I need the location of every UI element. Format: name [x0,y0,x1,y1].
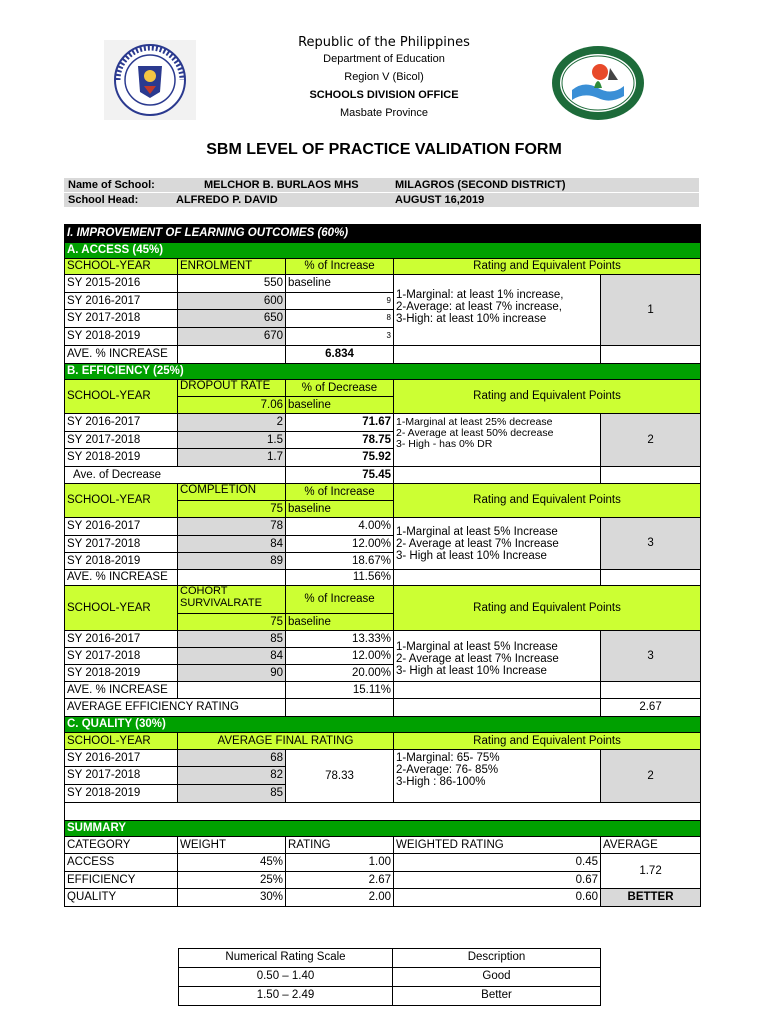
dropout-baseline-value: 7.06 [178,397,286,414]
access-pct-small: 8 [286,310,394,328]
completion-year: SY 2018-2019 [65,553,178,570]
dropout-year: SY 2017-2018 [65,432,178,449]
summary-category: ACCESS [65,854,178,872]
validation-table [64,224,701,907]
header-republic: Republic of the Philippines [298,35,470,50]
col-rating: Rating and Equivalent Points [394,586,701,631]
access-year: SY 2017-2018 [65,310,178,328]
cohort-criteria-3: 3- High at least 10% Increase [396,665,547,678]
access-pct-small: 9 [286,293,394,310]
cohort-baseline-value: 75 [178,614,286,631]
access-criteria-2: 2-Average: at least 7% increase, [396,301,562,314]
dropout-criteria [394,414,601,467]
access-ave-value: 6.834 [286,346,394,364]
cohort-year: SY 2018-2019 [65,665,178,682]
cohort-value: 84 [178,648,286,665]
quality-points: 2 [601,750,701,803]
cohort-year: SY 2017-2018 [65,648,178,665]
school-name-row [64,178,699,192]
dropout-criteria-3: 3- High - has 0% DR [396,438,493,451]
school-name-label: Name of School: [68,179,155,191]
completion-pct: 4.00% [286,518,394,536]
school-head-label: School Head: [68,194,139,206]
cohort-value: 90 [178,665,286,682]
summary-descriptor: BETTER [601,889,701,907]
cohort-criteria-1: 1-Marginal at least 5% Increase [396,641,558,653]
col-school-year: SCHOOL-YEAR [65,484,178,518]
quality-title: C. QUALITY (30%) [65,717,701,733]
quality-criteria-1: 1-Marginal: 65- 75% [396,752,500,764]
scale-range: 1.50 – 2.49 [179,987,393,1006]
completion-pct: 18.67% [286,553,394,570]
dropout-ave-label: Ave. of Decrease [65,467,286,484]
col-rating: Rating and Equivalent Points [394,733,701,750]
section-learning-outcomes: I. IMPROVEMENT OF LEARNING OUTCOMES (60%) [65,225,701,243]
access-enrolment: 550 [178,275,286,293]
dropout-pct: 71.67 [286,414,394,432]
col-cohort-line2: SURVIVALRATE [180,596,262,609]
header-province: Masbate Province [339,107,429,119]
school-info [64,178,699,207]
summary-weighted: 0.60 [394,889,601,907]
dropout-year: SY 2016-2017 [65,414,178,432]
col-pct-increase: % of Increase [286,586,394,614]
completion-criteria-2: 2- Average at least 7% Increase [396,538,559,551]
access-enrolment: 670 [178,328,286,346]
summary-col-weight: WEIGHT [178,837,286,854]
dropout-year: SY 2018-2019 [65,449,178,467]
validation-date: AUGUST 16,2019 [395,194,485,206]
completion-baseline-value: 75 [178,501,286,518]
dropout-criteria-2: 2- Average at least 50% decrease [396,427,554,440]
dropout-criteria-1: 1-Marginal at least 25% decrease [396,416,553,428]
dropout-points: 2 [601,414,701,467]
cohort-ave-label: AVE. % INCREASE [65,682,178,699]
access-pct: baseline [286,275,394,293]
summary-col-rating: RATING [286,837,394,854]
col-completion: COMPLETION [178,484,286,501]
quality-average: 78.33 [286,750,394,803]
avg-efficiency-label: AVERAGE EFFICIENCY RATING [65,699,286,717]
school-head-row [64,192,699,207]
summary-rating: 2.67 [286,872,394,889]
summary-category: EFFICIENCY [65,872,178,889]
col-cohort [178,586,286,614]
access-enrolment: 600 [178,293,286,310]
completion-value: 84 [178,536,286,553]
scale-description: Good [393,968,601,987]
efficiency-title: B. EFFICIENCY (25%) [65,364,701,380]
quality-criteria [394,750,601,803]
scale-description: Better [393,987,601,1006]
dropout-pct: 78.75 [286,432,394,449]
summary-col-average: AVERAGE [601,837,701,854]
access-year: SY 2018-2019 [65,328,178,346]
quality-value: 68 [178,750,286,767]
access-ave-label: AVE. % INCREASE [65,346,178,364]
rating-scale-table [178,948,601,1006]
quality-value: 82 [178,767,286,785]
col-rating: Rating and Equivalent Points [394,259,701,275]
cohort-criteria [394,631,601,682]
col-school-year: SCHOOL-YEAR [65,380,178,414]
access-points: 1 [601,275,701,346]
dropout-rate: 1.7 [178,449,286,467]
cohort-value: 85 [178,631,286,648]
cohort-baseline-label: baseline [286,614,394,631]
col-school-year: SCHOOL-YEAR [65,586,178,631]
quality-year: SY 2018-2019 [65,785,178,803]
spacer-row [65,803,701,821]
completion-criteria-1: 1-Marginal at least 5% Increase [396,526,558,538]
form-title: SBM LEVEL OF PRACTICE VALIDATION FORM [206,141,562,158]
school-name-value: MELCHOR B. BURLAOS MHS [204,179,359,191]
summary-weight: 25% [178,872,286,889]
completion-ave-value: 11.56% [286,570,394,586]
summary-weight: 30% [178,889,286,907]
completion-value: 89 [178,553,286,570]
col-pct-decrease: % of Decrease [286,380,394,397]
col-enrolment: ENROLMENT [178,259,286,275]
col-rating: Rating and Equivalent Points [394,484,701,518]
col-cohort-line1: COHORT [180,585,228,597]
access-criteria-1: 1-Marginal: at least 1% increase, [396,289,564,301]
summary-weight: 45% [178,854,286,872]
scale-range: 0.50 – 1.40 [179,968,393,987]
cohort-criteria-2: 2- Average at least 7% Increase [396,653,559,666]
quality-criteria-3: 3-High : 86-100% [396,776,486,789]
avg-efficiency-value: 2.67 [601,699,701,717]
quality-year: SY 2017-2018 [65,767,178,785]
access-criteria [394,275,601,346]
completion-baseline-label: baseline [286,501,394,518]
col-dropout-rate: DROPOUT RATE [178,380,286,397]
dropout-baseline-label: baseline [286,397,394,414]
completion-ave-label: AVE. % INCREASE [65,570,178,586]
access-enrolment: 650 [178,310,286,328]
summary-rating: 2.00 [286,889,394,907]
col-pct-increase: % of Increase [286,259,394,275]
cohort-pct: 20.00% [286,665,394,682]
header-division-office: SCHOOLS DIVISION OFFICE [309,89,459,101]
dropout-ave-value: 75.45 [286,467,394,484]
header-region: Region V (Bicol) [344,71,424,83]
summary-weighted: 0.45 [394,854,601,872]
dropout-rate: 2 [178,414,286,432]
access-year: SY 2015-2016 [65,275,178,293]
quality-year: SY 2016-2017 [65,750,178,767]
summary-average: 1.72 [601,854,701,889]
scale-col-range: Numerical Rating Scale [179,949,393,968]
cohort-ave-value: 15.11% [286,682,394,699]
access-year: SY 2016-2017 [65,293,178,310]
school-head-value: ALFREDO P. DAVID [176,194,278,206]
quality-criteria-2: 2-Average: 76- 85% [396,764,499,777]
access-pct-small: 3 [286,328,394,346]
summary-rating: 1.00 [286,854,394,872]
cohort-points: 3 [601,631,701,682]
completion-year: SY 2017-2018 [65,536,178,553]
access-criteria-3: 3-High: at least 10% increase [396,313,547,326]
access-title: A. ACCESS (45%) [65,243,701,259]
completion-value: 78 [178,518,286,536]
header-department: Department of Education [323,53,445,65]
scale-col-description: Description [393,949,601,968]
completion-criteria-3: 3- High at least 10% Increase [396,550,547,563]
col-average-final-rating: AVERAGE FINAL RATING [178,733,394,750]
cohort-year: SY 2016-2017 [65,631,178,648]
completion-year: SY 2016-2017 [65,518,178,536]
completion-pct: 12.00% [286,536,394,553]
dropout-rate: 1.5 [178,432,286,449]
col-pct-increase: % of Increase [286,484,394,501]
col-school-year: SCHOOL-YEAR [65,733,178,750]
cohort-pct: 12.00% [286,648,394,665]
col-school-year: SCHOOL-YEAR [65,259,178,275]
summary-title: SUMMARY [65,821,701,837]
quality-value: 85 [178,785,286,803]
col-rating: Rating and Equivalent Points [394,380,701,414]
completion-points: 3 [601,518,701,570]
school-district: MILAGROS (SECOND DISTRICT) [395,179,566,191]
summary-col-category: CATEGORY [65,837,178,854]
summary-weighted: 0.67 [394,872,601,889]
completion-criteria [394,518,601,570]
cohort-pct: 13.33% [286,631,394,648]
summary-category: QUALITY [65,889,178,907]
dropout-pct: 75.92 [286,449,394,467]
summary-col-weighted: WEIGHTED RATING [394,837,601,854]
